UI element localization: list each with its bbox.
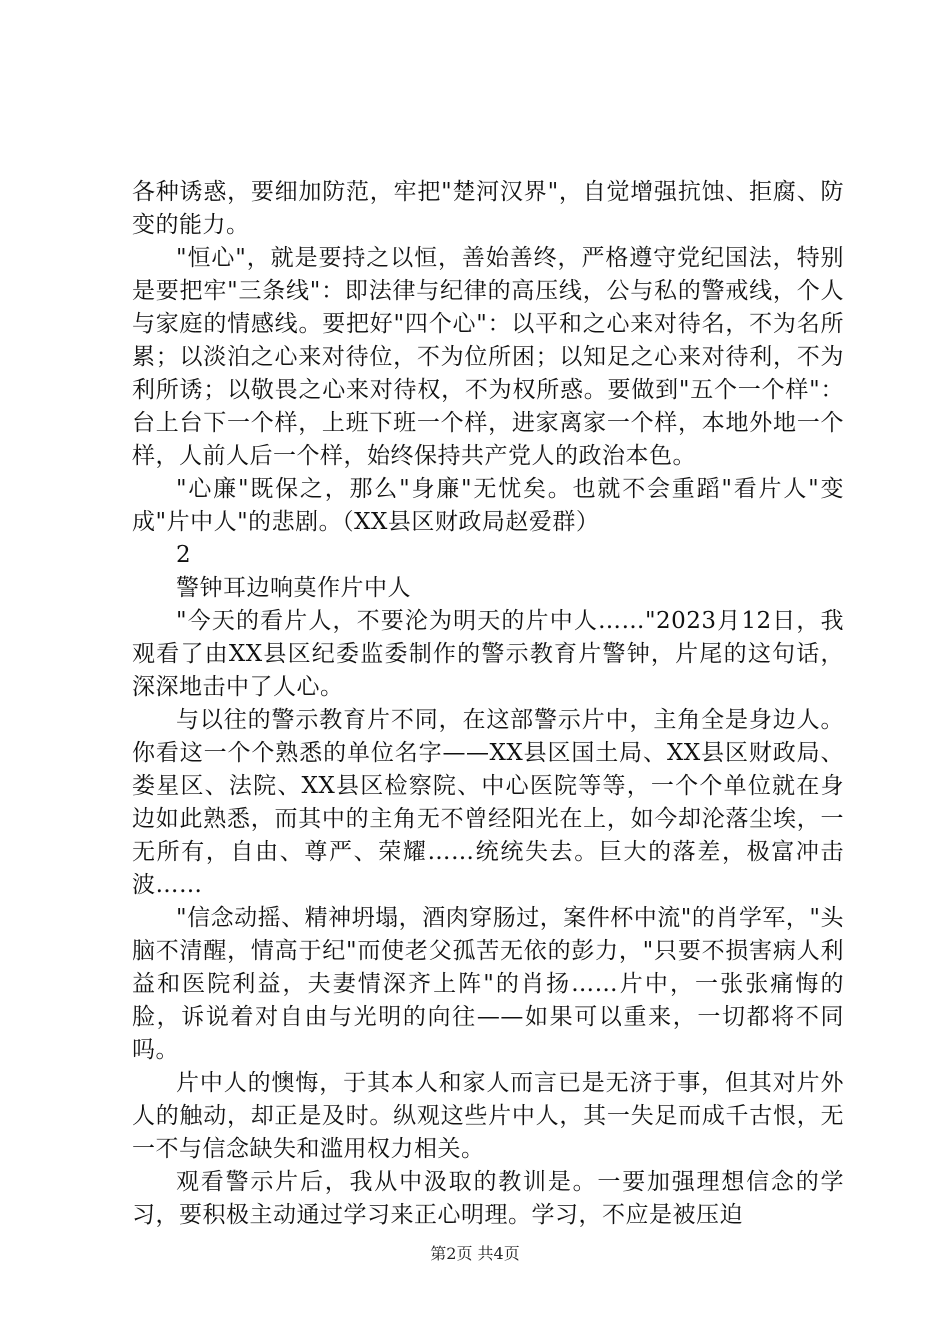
- paragraph-intro: "今天的看片人，不要沦为明天的片中人……"2023月12日，我观看了由XX县区纪委监委制作的警示教育片警钟，片尾的这句话，深深地击中了人心。: [132, 608, 844, 700]
- paragraph-conclusion: "心廉"既保之，那么"身廉"无忧矣。也就不会重蹈"看片人"变成"片中人"的悲剧。（XX县区财政局赵爱群）: [132, 476, 844, 535]
- document-body: [132, 176, 844, 1232]
- paragraph-lessons: 观看警示片后，我从中汲取的教训是。一要加强理想信念的学习，要积极主动通过学习来正心明理。学习，不应是被压迫: [132, 1169, 844, 1228]
- paragraph-hengxin: "恒心"，就是要持之以恒，善始善终，严格遵守党纪国法，特别是要把牢"三条线"：即法律与纪律的高压线，公与私的警戒线，个人与家庭的情感线。要把好"四个心"：以平和之心来对待名，不为名所累；以淡泊之心来对待位，不为位所困；以知足之心来对待利，不为利所诱；以敬畏之心来对待权，不为权所惑。要做到"五个一个样"：台上台下一个样，上班下班一个样，进家离家一个样，本地外地一个样，人前人后一个样，始终保持共产党人的政治本色。: [132, 245, 844, 469]
- paragraph-regret: 片中人的懊悔，于其本人和家人而言已是无济于事，但其对片外人的触动，却正是及时。纵观这些片中人，其一失足而成千古恨，无一不与信念缺失和滥用权力相关。: [132, 1070, 844, 1162]
- paragraph-units: 与以往的警示教育片不同，在这部警示片中，主角全是身边人。你看这一个个熟悉的单位名字——XX县区国土局、XX县区财政局、娄星区、法院、XX县区检察院、中心医院等等，一个个单位就在身边如此熟悉，而其中的主角无不曾经阳光在上，如今却沦落尘埃，一无所有，自由、尊严、荣耀……统统失去。巨大的落差，极富冲击波……: [132, 707, 844, 898]
- article-title: 警钟耳边响莫作片中人: [176, 575, 411, 601]
- section-number: 2: [176, 542, 192, 568]
- paragraph-cases: "信念动摇、精神坍塌，酒肉穿肠过，案件杯中流"的肖学军，"头脑不清醒，情高于纪"而使老父孤苦无依的彭力，"只要不损害病人利益和医院利益，夫妻情深齐上阵"的肖扬……片中，一张张痛悔的脸，诉说着对自由与光明的向往——如果可以重来，一切都将不同吗。: [132, 905, 844, 1063]
- page-footer: 第2页 共4页: [430, 1244, 520, 1263]
- paragraph-continuation: 各种诱惑，要细加防范，牢把"楚河汉界"，自觉增强抗蚀、拒腐、防变的能力。: [132, 179, 844, 238]
